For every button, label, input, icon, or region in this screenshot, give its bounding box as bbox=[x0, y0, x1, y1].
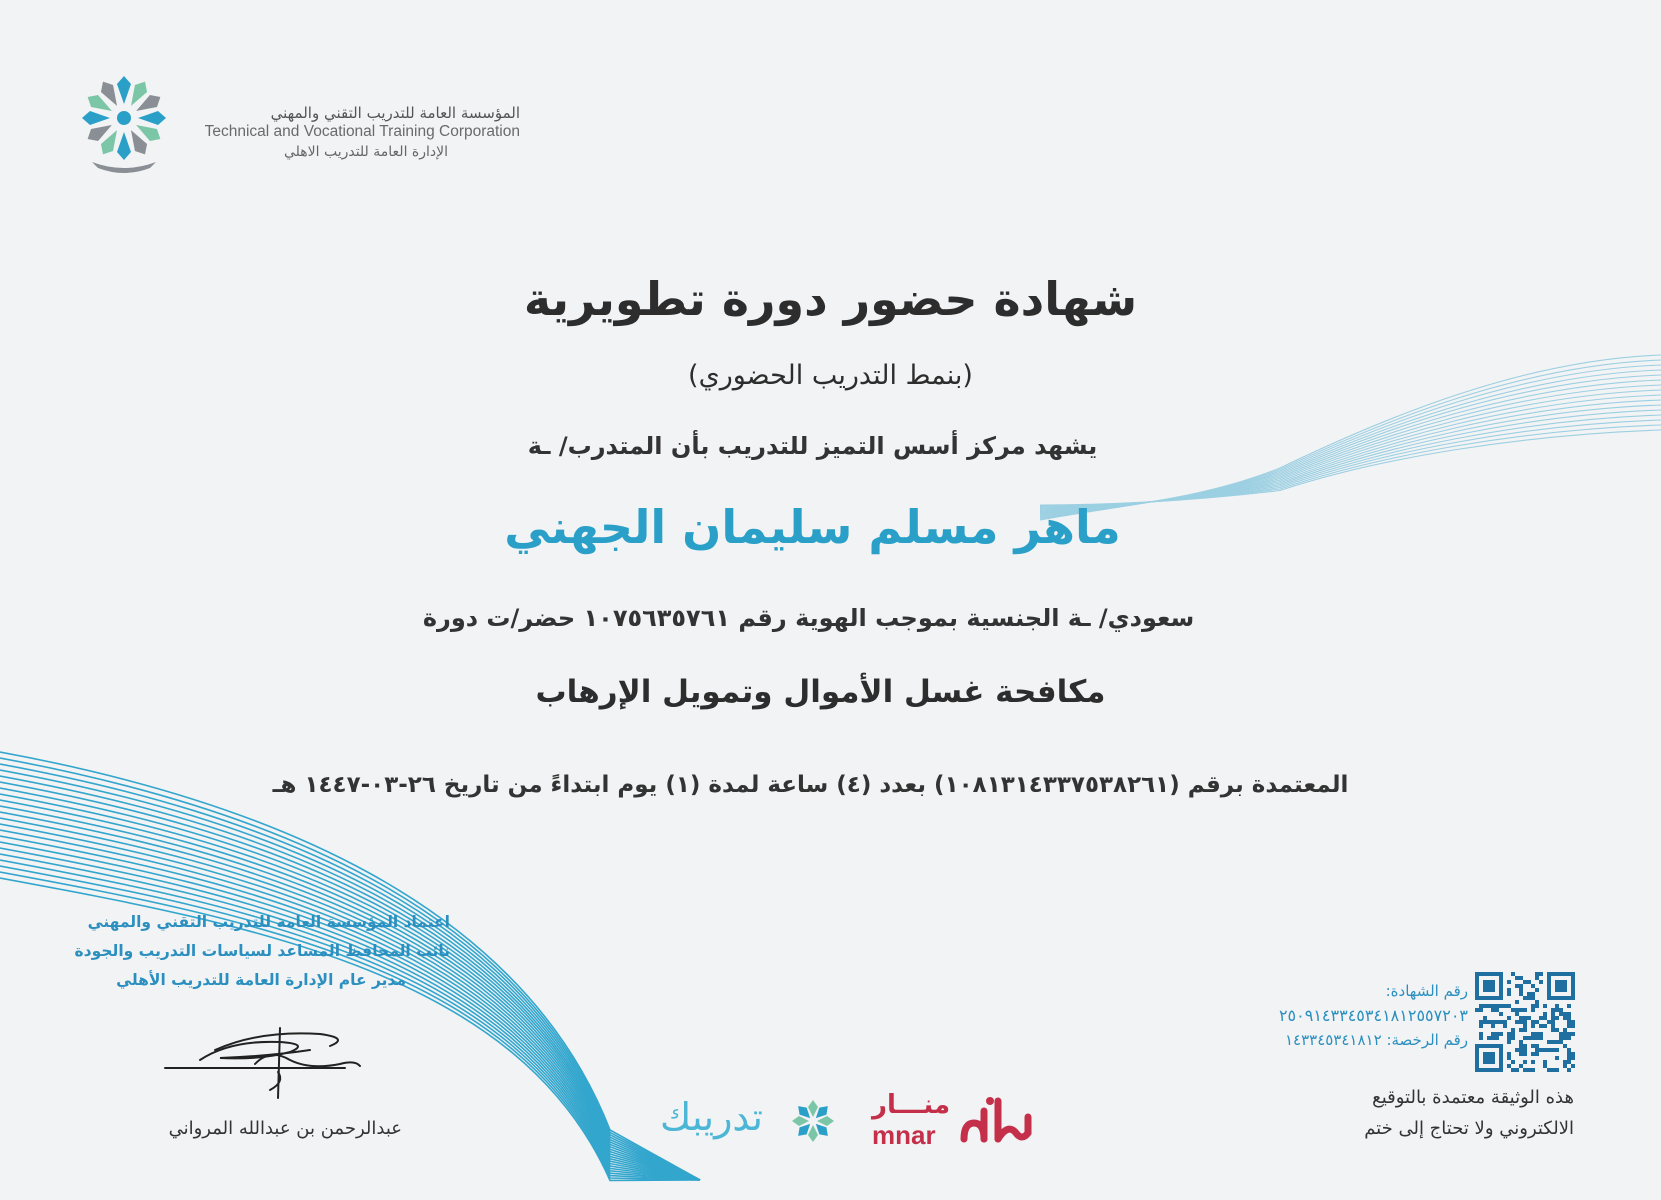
qr-code-icon bbox=[1475, 972, 1575, 1072]
electronic-signature-note bbox=[1250, 1082, 1574, 1144]
license-label: رقم الرخصة: bbox=[1386, 1031, 1468, 1049]
cert-number-value: ٢٥٠٩١٤٣٣٤٥٣٤١٨١٢٥٥٧٢٠٣ bbox=[1278, 1006, 1468, 1025]
certificate-info bbox=[1200, 982, 1468, 1049]
signer-name: عبدالرحمن بن عبدالله المرواني bbox=[168, 1118, 402, 1139]
mnar-logo-text-en: mnar bbox=[872, 1120, 936, 1150]
trainee-name: ماهر مسلم سليمان الجهني bbox=[504, 500, 1121, 554]
nationality-statement: سعودي/ ـة الجنسية بموجب الهوية رقم ١٠٧٥٦٣٥٧٦١ حضر/ت دورة bbox=[422, 604, 1195, 632]
certify-statement: يشهد مركز أسس التميز للتدريب بأن المتدرب/ ـة bbox=[527, 432, 1098, 460]
footer-note-line-2: الالكتروني ولا تحتاج إلى ختم bbox=[1364, 1118, 1574, 1139]
organization-name-ar: المؤسسة العامة للتدريب التقني والمهني bbox=[270, 104, 520, 122]
approval-statement: المعتمدة برقم (١٠٨١٣١٤٣٣٧٥٣٨٢٦١) بعدد (٤) ساعة لمدة (١) يوم ابتداءً من تاريخ ٢٦-٠٣-١٤٤٧ هـ bbox=[272, 772, 1349, 798]
organization-name-en: Technical and Vocational Training Corporation bbox=[204, 123, 520, 140]
signature-line-1: اعتماد المؤسسة العامة للتدريب التقني والمهني bbox=[87, 913, 450, 931]
certificate-title: شهادة حضور دورة تطويرية bbox=[523, 272, 1138, 326]
license-value: ١٤٣٣٤٥٣٤١٨١٢ bbox=[1284, 1031, 1382, 1049]
footer-note-line-1: هذه الوثيقة معتمدة بالتوقيع bbox=[1372, 1087, 1574, 1108]
cert-number-label: رقم الشهادة: bbox=[1385, 982, 1468, 1000]
license-number bbox=[1200, 1031, 1468, 1049]
mnar-logo-text-ar: منـــار bbox=[872, 1090, 951, 1120]
tadreebk-star-icon bbox=[790, 1098, 836, 1144]
signature-line-3: مدير عام الإدارة العامة للتدريب الأهلي bbox=[116, 971, 406, 989]
training-mode: (بنمط التدريب الحضوري) bbox=[688, 360, 973, 391]
tvtc-logo-icon bbox=[78, 70, 170, 182]
signature-block bbox=[60, 908, 450, 995]
organization-department: الإدارة العامة للتدريب الاهلي bbox=[283, 144, 448, 160]
organization-header bbox=[180, 104, 520, 160]
tadreebk-logo-text: تدريبك bbox=[660, 1095, 763, 1139]
mnar-logo-icon bbox=[958, 1093, 1034, 1145]
signature-line-2: نائب المحافظ المساعد لسياسات التدريب والجودة bbox=[74, 942, 450, 960]
course-name: مكافحة غسل الأموال وتمويل الإرهاب bbox=[535, 674, 1106, 710]
handwritten-signature bbox=[160, 1020, 370, 1100]
